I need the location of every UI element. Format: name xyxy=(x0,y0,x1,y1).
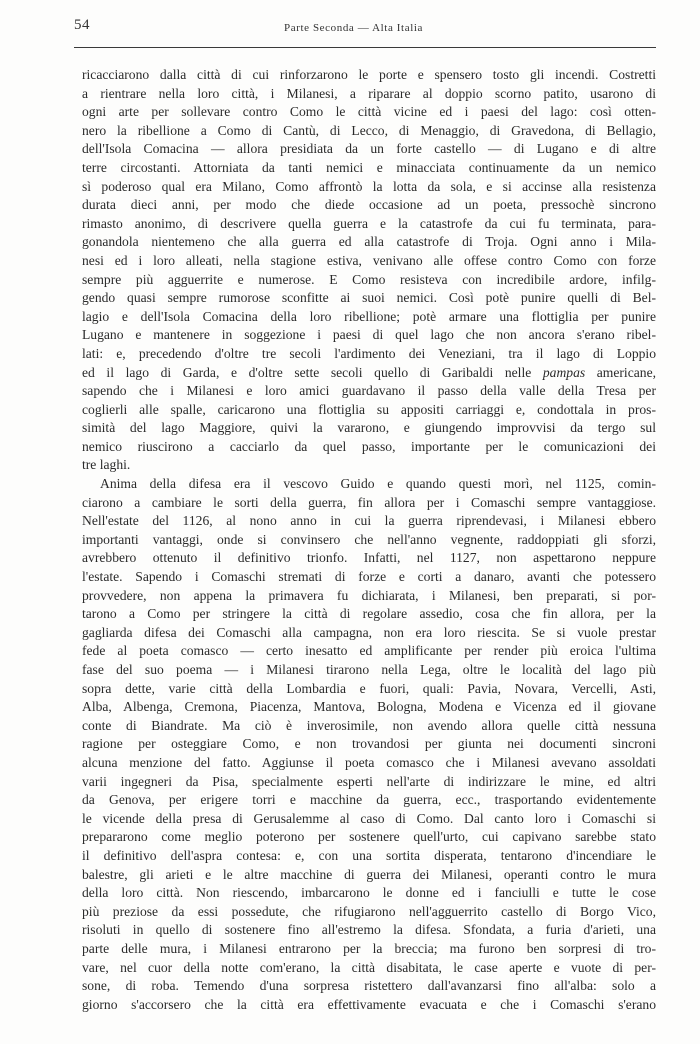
paragraph xyxy=(82,66,656,475)
text-line: sopra dette, varie città della Lombardia e fuori, quali: Pavia, Novara, Vercelli, Asti, xyxy=(82,680,656,696)
text-line: nemico riuscirono a cacciarlo da quel passo, importante per le comunicazioni dei xyxy=(82,438,656,454)
text-line: ciarono a cambiare le sorti della guerra, fin allora per i Comaschi sempre vantaggiose. xyxy=(82,494,656,510)
text-line: lagio e dell'Isola Comacina della loro ribellione; potè armare una flottiglia per punire xyxy=(82,308,656,324)
text-line: importanti vantaggi, onde si convinsero che nell'anno vegnente, raddoppiati gli sforzi, xyxy=(82,531,656,547)
text-line: dell'Isola Comacina — allora presidiata da un forte castello — di Lugano e di altre xyxy=(82,141,656,157)
text-line: tarono a Como per stringere la città di regolare assedio, cosa che fin allora, per la xyxy=(82,606,656,622)
body-text xyxy=(82,66,656,1014)
text-line: vare, nel cuor della notte com'erano, la città disabitata, le case aperte e vuote di per- xyxy=(82,959,656,975)
text-line: l'estate. Sapendo i Comaschi stremati di forze e corti a danaro, avanti che potessero xyxy=(82,569,656,585)
text-line: alcuna menzione del fatto. Aggiunse il poeta comasco che i Milanesi avevano assoldati xyxy=(82,754,656,770)
text-line: gonandola nientemeno che alla guerra ed alla catastrofe di Troja. Ogni anno i Mila- xyxy=(82,234,656,250)
text-line: gagliarda difesa dei Comaschi alla campagna, non era loro riescita. Se si vuole prestar xyxy=(82,624,656,640)
header-rule xyxy=(74,47,656,48)
text-line: tre laghi. xyxy=(82,457,131,473)
text-line: il definitivo dell'aspra contesa: e, con una sortita disperata, tentarono d'incendiare le xyxy=(82,847,656,863)
text-line: sapendo che i Milanesi e loro amici guardavano il passo della valle della Tresa per xyxy=(82,383,656,399)
text-line: varii ingegneri da Pisa, specialmente esperti nell'arte di indirizzare le mine, ed altri xyxy=(82,773,656,789)
text-line: durata dieci anni, per modo che diede occasione ad un poeta, pressochè sincrono xyxy=(82,197,656,213)
text-line: terre circostanti. Attorniata da tanti nemici e minacciata continuamente da un nemico xyxy=(82,159,656,175)
text-line: rimasto anonimo, di descrivere quella guerra e la catastrofe da cui fu terminata, para- xyxy=(82,215,656,231)
text-line: ogni arte per sollevare contro Como le città vicine ed i paesi del lago: così otten- xyxy=(82,104,656,120)
text-line: balestre, gli arieti e le altre macchine di guerra dei Milanesi, operanti contro le mura xyxy=(82,866,656,882)
text-line: a rientrare nella loro città, i Milanesi, a riparare al doppio scorno patito, usarono di xyxy=(82,85,656,101)
text-line: ragione per osteggiare Como, e non trovandosi per giunta nei documenti sincroni xyxy=(82,736,656,752)
text-line: coglierli alle spalle, caricarono una flottiglia su appositi carriaggi e, condottala in pros- xyxy=(82,401,656,417)
page-header xyxy=(74,17,656,41)
text-line: sone, di roba. Temendo d'una sorpresa ristettero dall'avanzarsi fino all'alba: solo a xyxy=(82,978,656,994)
text-line: parte delle mura, i Milanesi entrarono per la breccia; ma furono ben sorpresi di tro- xyxy=(82,940,656,956)
text-line: più preziose da essi possedute, che rifugiarono nell'agguerrito castello di Borgo Vico, xyxy=(82,903,656,919)
text-line: nesi ed i loro alleati, nella stagione estiva, venivano alle offese contro Como con forze xyxy=(82,252,656,268)
text-line: fase del suo poema — i Milanesi tirarono nella Lega, oltre le località del lago più xyxy=(82,662,656,677)
text-line: da Genova, per erigere torri e macchine da guerra, ecc., trasportando evidentemente xyxy=(82,792,656,808)
text-line: conte di Biandrate. Ma ciò è inverosimile, non avendo allora quelle città nessuna xyxy=(82,717,656,733)
text-line: simità del lago Maggiore, quivi la vararono, e giungendo improvvisi da tergo sul xyxy=(82,420,656,436)
text-line: gendo quasi sempre rumorose sconfitte ai suoi nemici. Così potè punire quelli di Bel- xyxy=(82,290,656,306)
text-line: ricacciarono dalla città di cui rinforzarono le porte e spensero tosto gli incendi. Costretti xyxy=(82,67,656,82)
text-line: ed il lago di Garda, e d'oltre sette secoli quello di Garibaldi nelle pampas americane, xyxy=(82,364,656,380)
text-line: Nell'estate del 1126, al nono anno in cui la guerra riprendevasi, i Milanesi ebbero xyxy=(82,513,656,529)
text-line: fede al poeta comasco — certo inesatto ed amplificante per render più eroica l'ultima xyxy=(82,643,656,659)
text-line: risoluti in quello di sostenere fino all'estremo la difesa. Sfondata, a furia d'arieti, una xyxy=(82,922,656,938)
text-line: Alba, Albenga, Cremona, Piacenza, Mantova, Bologna, Modena e Vicenza ed il giovane xyxy=(82,699,656,715)
text-line: Lugano e mantenere in soggezione i paesi di quel lago che non ancora s'erano ribel- xyxy=(82,327,656,343)
text-line: della loro città. Non riescendo, imbarcarono le donne ed i fanciulli e tutte le cose xyxy=(82,885,656,901)
text-line: sì poderoso qual era Milano, Como affrontò la lotta da sola, e si accinse alla resistenza xyxy=(82,178,656,194)
paragraph xyxy=(82,475,656,1014)
text-line: lati: e, precedendo d'oltre tre secoli l'ardimento dei Veneziani, tra il lago di Loppio xyxy=(82,345,656,361)
text-line: avrebbero ottenuto il definitivo trionfo. Infatti, nel 1127, non aspettarono neppure xyxy=(82,550,656,566)
italic-word: pampas xyxy=(542,364,586,380)
text-line: nero la ribellione a Como di Cantù, di Lecco, di Menaggio, di Gravedona, di Bellagio, xyxy=(82,122,656,138)
text-line: provvedere, non appena la primavera fu dichiarata, i Milanesi, ben preparati, si por- xyxy=(82,587,656,603)
text-line: Anima della difesa era il vescovo Guido e quando questi morì, nel 1125, comin- xyxy=(100,476,656,492)
running-head: Parte Seconda — Alta Italia xyxy=(284,22,423,34)
text-line: le vicende della presa di Gerusalemme al caso di Como. Dal canto loro i Comaschi si xyxy=(82,810,656,826)
text-line: prepararono come meglio poterono per sostenere quell'urto, cui capivano sarebbe stato xyxy=(82,829,656,845)
text-line: sempre più agguerrite e numerose. E Como resisteva con incredibile ardore, infilg- xyxy=(82,271,656,287)
text-line: giorno s'accorsero che la città era effettivamente evacuata e che i Comaschi s'erano xyxy=(82,996,656,1012)
page-number: 54 xyxy=(74,17,90,33)
